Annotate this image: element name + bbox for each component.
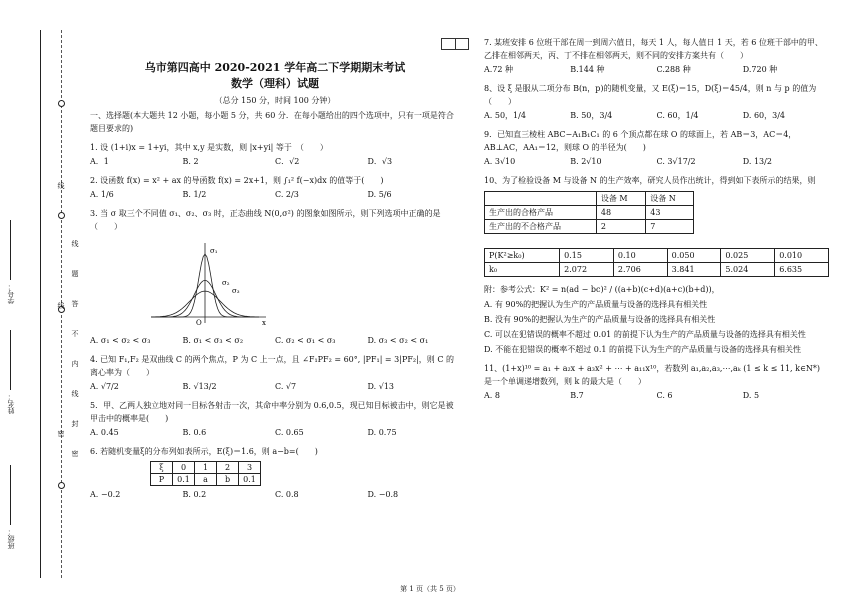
question-stem: 10、为了检验设备 M 与设备 N 的生产效率，研究人员作出统计，得到如下表所示的结果，则 (484, 176, 816, 185)
table-cell: 43 (646, 206, 694, 220)
exam-title: 乌市第四高中 2020-2021 学年高二下学期期末考试 (144, 61, 406, 74)
question-5 (90, 399, 460, 439)
option[interactable]: D. 5 (742, 391, 760, 400)
binding-word: 封 (71, 420, 79, 428)
table-cell: ξ (151, 462, 173, 474)
binding-hole (58, 482, 65, 489)
option[interactable]: A. 有 90%的把握认为生产的产品质量与设备的选择具有相关性 (484, 300, 708, 309)
table-cell: 48 (596, 206, 645, 220)
question-4 (90, 353, 460, 393)
question-stem: 8、设 ξ 是服从二项分布 B(n，p)的随机变量，又 E(ξ)＝15，D(ξ)＝45/4，则 n 与 p 的值为（ ） (484, 84, 817, 106)
question-7 (484, 36, 829, 76)
option[interactable]: B. 没有 90%的把握认为生产的产品质量与设备的选择具有相关性 (484, 315, 716, 324)
section-intro: 一、选择题(本大题共 12 小题，每小题 5 分，共 60 分．在每小题给出的四个选项中，只有一项是符合题目要求的) (90, 111, 454, 133)
option[interactable]: D. 不能在犯错误的概率不超过 0.1 的前提下认为生产的产品质量与设备的选择具有相关性 (484, 345, 802, 354)
option[interactable]: D．√3 (367, 157, 393, 166)
option[interactable]: C. 3√17/2 (656, 157, 696, 166)
name-label: 姓名： (7, 393, 15, 414)
binding-line (40, 30, 41, 578)
option-row (90, 189, 460, 201)
option[interactable]: C. 60，1/4 (656, 111, 699, 120)
table-cell: 0.025 (721, 249, 775, 263)
option-row (90, 156, 460, 168)
exam-meta: （总分 150 分，时间 100 分钟） (214, 96, 336, 105)
student-id-label: 学号： (7, 283, 15, 304)
question-stem: 6. 若随机变量ξ的分布列如表所示，E(ξ)＝1.6，则 a−b=( ) (90, 447, 318, 456)
table-cell: 0.1 (239, 474, 261, 486)
option[interactable]: B. 2√10 (570, 157, 602, 166)
distribution-table (150, 461, 261, 486)
q10-options (484, 298, 829, 356)
option[interactable]: A. 8 (484, 391, 500, 400)
table-cell: 0.010 (775, 249, 829, 263)
option[interactable]: C. √7 (275, 382, 297, 391)
right-question-list (484, 36, 829, 187)
question-1 (90, 141, 460, 168)
question-11 (484, 362, 829, 402)
binding-strip (0, 0, 82, 608)
binding-marker: 密 (57, 430, 65, 438)
question-stem: 5．甲、乙两人独立地对同一目标各射击一次，其命中率分别为 0.6,0.5，现已知目标被击中，则它是被甲击中的概率是( ) (90, 401, 454, 423)
table-row (485, 220, 694, 234)
left-question-list (90, 141, 460, 501)
option[interactable]: C. 0.8 (275, 490, 299, 499)
left-column (90, 30, 460, 501)
option[interactable]: B. 50，3/4 (570, 111, 613, 120)
option[interactable]: B. 2 (182, 157, 199, 166)
option[interactable]: D. 5/6 (367, 190, 392, 199)
option[interactable]: A．1 (90, 157, 109, 166)
binding-word: 线 (71, 240, 79, 248)
option[interactable]: B. 0.6 (182, 428, 207, 437)
table-row (485, 206, 694, 220)
option[interactable]: A. 3√10 (484, 157, 516, 166)
class-underline (11, 465, 12, 525)
binding-word: 内 (71, 360, 79, 368)
question-stem: 7. 某班安排 6 位班干部在周一到周六值日，每天 1 人，每人值日 1 天，若 6 位班干部中的甲、乙排在相邻两天，丙、丁不排在相邻两天，则不同的安排方案共有（ ） (484, 38, 823, 60)
option[interactable]: C. 2/3 (275, 190, 299, 199)
reference-formula: 附：参考公式：K² = n(ad − bc)² / ((a+b)(c+d)(a+c)(b+d))， (484, 285, 720, 294)
table-row (485, 192, 694, 206)
exam-subtitle: 数学（理科）试题 (231, 77, 319, 90)
question-3 (90, 207, 460, 347)
table-cell: 5.024 (721, 263, 775, 277)
table-cell: 3 (239, 462, 261, 474)
question-8 (484, 82, 829, 122)
critical-value-table (484, 248, 829, 277)
curve-label: σ₃ (232, 287, 240, 295)
option-row (484, 390, 829, 402)
binding-marker: 线 (57, 302, 65, 310)
right-column (484, 30, 829, 402)
table-cell: 生产出的不合格产品 (485, 220, 597, 234)
device-table (484, 191, 694, 234)
option[interactable]: C. σ₂ < σ₁ < σ₃ (275, 336, 336, 345)
option[interactable]: A.72 种 (484, 65, 514, 74)
curve-label: O (196, 319, 202, 327)
student-id-field[interactable] (6, 220, 16, 304)
binding-marker: 线 (57, 182, 65, 190)
option[interactable]: D. √13 (367, 382, 394, 391)
question-9 (484, 128, 829, 168)
question-stem: 2. 设函数 f(x) = x² + ax 的导函数 f(x) = 2x+1，则 ∫₁² f(−x)dx 的值等于( ) (90, 176, 384, 185)
option-row (90, 489, 460, 501)
question-6 (90, 445, 460, 501)
table-cell: 设备 N (646, 192, 694, 206)
class-field[interactable] (6, 465, 16, 549)
table-cell: a (195, 474, 217, 486)
table-cell: 0.15 (560, 249, 614, 263)
option[interactable]: B. σ₁ < σ₃ < σ₂ (182, 336, 244, 345)
table-cell: P (151, 474, 173, 486)
table-cell: P(K²≥k₀) (485, 249, 560, 263)
option[interactable]: C. 可以在犯错误的概率不超过 0.01 的前提下认为生产的产品质量与设备的选择具有相关性 (484, 330, 806, 339)
table-row (151, 474, 261, 486)
binding-hole (58, 212, 65, 219)
option[interactable]: C．√2 (275, 157, 300, 166)
curve-label: σ₁ (210, 247, 218, 255)
class-label: 班级： (7, 528, 15, 549)
table-cell: 6.635 (775, 263, 829, 277)
binding-word: 题 (71, 270, 79, 278)
page-footer: 第 1 页（共 5 页） (400, 585, 460, 593)
option[interactable]: A. √7/2 (90, 382, 119, 391)
table-cell: b (217, 474, 239, 486)
normal-curves-figure (150, 239, 270, 327)
binding-word: 不 (71, 330, 79, 338)
option[interactable]: A. 0.45 (90, 428, 119, 437)
option-row (90, 381, 460, 393)
option[interactable]: A. 1/6 (90, 190, 114, 199)
option[interactable]: B. √13/2 (182, 382, 217, 391)
name-underline (11, 330, 12, 390)
name-field[interactable] (6, 330, 16, 414)
table-cell: 2 (217, 462, 239, 474)
option[interactable]: D. σ₃ < σ₂ < σ₁ (367, 336, 429, 345)
option[interactable]: B. 0.2 (182, 490, 207, 499)
table-cell: 生产出的合格产品 (485, 206, 597, 220)
table-cell: 2 (596, 220, 645, 234)
option[interactable]: B.7 (570, 391, 584, 400)
option[interactable]: D.720 种 (742, 65, 778, 74)
table-cell: 7 (646, 220, 694, 234)
option[interactable]: B.144 种 (570, 65, 605, 74)
table-cell: 0.050 (667, 249, 721, 263)
option[interactable]: C. 0.65 (275, 428, 304, 437)
binding-word: 答 (71, 300, 79, 308)
option[interactable]: D. −0.8 (367, 490, 399, 499)
table-cell: 2.706 (613, 263, 667, 277)
option-row (484, 156, 829, 168)
question-11 (484, 362, 829, 402)
table-cell (485, 192, 597, 206)
binding-word: 线 (71, 390, 79, 398)
option[interactable]: A. 50，1/4 (484, 111, 526, 120)
question-stem: 4. 已知 F₁,F₂ 是双曲线 C 的两个焦点，P 为 C 上一点，且 ∠F₁PF₂ = 60°, |PF₁| = 3|PF₂|，则 C 的离心率为（ ） (90, 355, 455, 377)
option[interactable]: D. 13/2 (742, 157, 772, 166)
table-row (485, 263, 829, 277)
student-id-underline (11, 220, 12, 280)
question-stem: 3. 当 σ 取三个不同值 σ₁、σ₂、σ₃ 时，正态曲线 N(0,σ²) 的图象如图所示，则下列选项中正确的是（ ） (90, 209, 441, 231)
option-row (90, 427, 460, 439)
option[interactable]: A. σ₁ < σ₂ < σ₃ (90, 336, 151, 345)
binding-word: 密 (71, 450, 79, 458)
table-cell: 3.841 (667, 263, 721, 277)
table-cell: 0.1 (173, 474, 195, 486)
option[interactable]: C. 6 (656, 391, 673, 400)
curve-label: σ₂ (222, 279, 230, 287)
binding-hole (58, 100, 65, 107)
curve-label: x (262, 319, 266, 327)
question-stem: 11、(1+x)¹⁰ = a₁ + a₂x + a₃x² + ⋯ + a₁₁x¹⁰，若数列 a₁,a₂,a₃,⋯,aₖ (1 ≤ k ≤ 11, k∈N*) 是一个单调递增数列，则 k 的最大是（ ） (484, 364, 821, 386)
option[interactable]: D. 60，3/4 (742, 111, 786, 120)
option[interactable]: C.288 种 (656, 65, 691, 74)
table-row (151, 462, 261, 474)
table-cell: 0.10 (613, 249, 667, 263)
option[interactable]: D. 0.75 (367, 428, 397, 437)
option-row (484, 64, 829, 76)
option-row (90, 335, 460, 347)
table-cell: 0 (173, 462, 195, 474)
question-2 (90, 174, 460, 201)
table-row (485, 249, 829, 263)
table-cell: k₀ (485, 263, 560, 277)
option[interactable]: B. 1/2 (182, 190, 207, 199)
table-cell: 1 (195, 462, 217, 474)
question-stem: 9．已知直三棱柱 ABC−A₁B₁C₁ 的 6 个顶点都在球 O 的球面上，若 AB＝3，AC＝4，AB⊥AC，AA₁＝12，则球 O 的半径为( ) (484, 130, 797, 152)
question-stem: 1. 设 (1+i)x = 1+yi，其中 x,y 是实数，则 |x+yi| 等于 （ ） (90, 143, 328, 152)
question-10 (484, 174, 829, 187)
table-cell: 2.072 (560, 263, 614, 277)
option[interactable]: A. −0.2 (90, 490, 121, 499)
table-cell: 设备 M (596, 192, 645, 206)
option-row (484, 110, 829, 122)
